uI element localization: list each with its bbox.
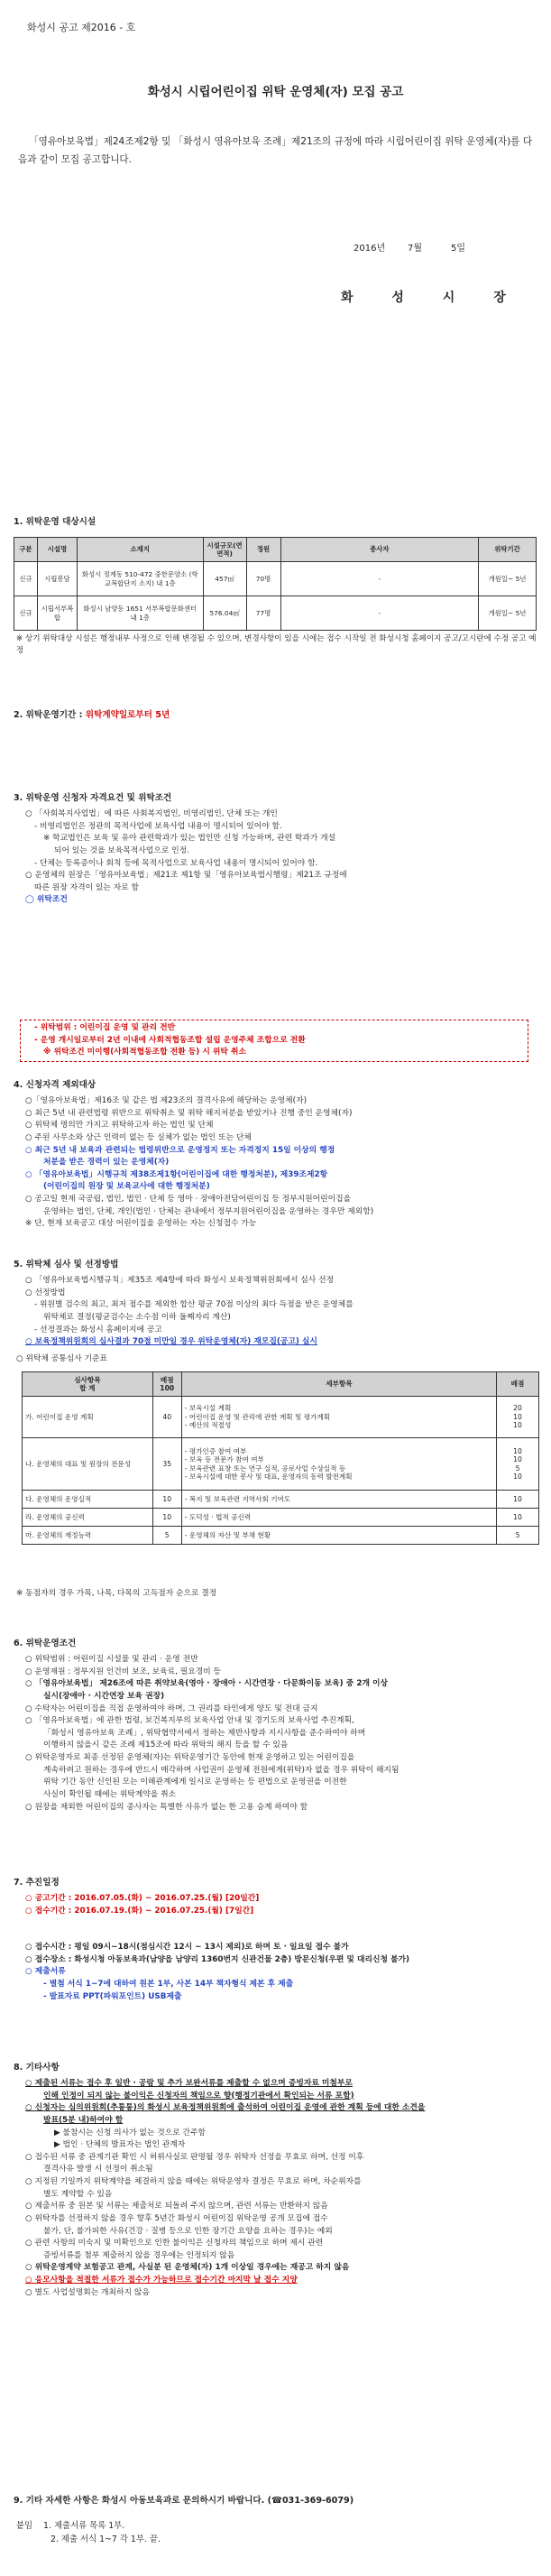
table-cell: 70명 [246,562,280,596]
table-cell: 77명 [246,596,280,631]
section-3-body [16,808,537,907]
text-line: 실시(장애아 · 시간연장 보육 권장) [43,1691,165,1701]
text-line: 되어 있는 것을 보육목적사업으로 인정. [54,845,189,855]
application-period: ○ 접수기간 : 2016.07.19.(화) ~ 2016.07.25.(월) [7일간] [25,1906,254,1916]
text-line: 위탁체로 결정(평균검수는 소수점 이하 둘째자리 계산) [43,1312,231,1322]
criteria-sub-points: 5 [497,1527,539,1545]
application-method [16,1942,537,2003]
criteria-label: 마. 운영체의 재정능력 [23,1527,153,1545]
section-4-heading: 4. 신청자격 제외대상 [14,1080,96,1090]
date-month: 7월 [408,244,423,254]
text-line: ○ 응모사항을 적절한 서류가 접수가 가능하므로 접수기간 마지막 날 접수 지양 [25,2276,298,2285]
text-line: ○ 관련 사항의 미숙지 및 미확인으로 인한 불이익은 신청자의 책임으로 하며 제시 관련 [25,2239,324,2248]
col-sub-points: 배점 [497,1372,539,1397]
text-line: 처분을 받은 경력이 있는 운영체(자) [43,1158,170,1168]
text-line: ※ 학교법인은 보육 및 유아 관련학과가 있는 법인만 신청 가능하며, 관련 학과가 개설 [43,834,336,844]
text-line: ○ 신청자는 심의위원회(추통통)의 화성시 보육정책위원회에 출석하여 어린이집 운영에 관한 계획 등에 대한 소견을 [25,2103,426,2113]
text-line: - 위탁범위 : 어린이집 운영 및 관리 전반 [34,1023,176,1032]
section-6-heading: 6. 위탁운영조건 [14,1639,77,1648]
col-staff: 종사자 [280,538,479,562]
text-line: 이행하지 않을시 같은 조례 제15조에 따라 위탁의 해지 등을 할 수 있음 [43,1740,289,1750]
text-line: ○ 선정방법 [25,1288,66,1297]
text-line: - 별첨 서식 1~7에 대하여 원본 1부, 사본 14부 책자형식 제본 후 제출 [43,1979,294,1989]
table-row [23,1491,539,1509]
criteria-label: 가. 어린이집 운영 계획 [23,1397,153,1438]
text-line: ○「영유아보육법」제16조 및 같은 법 제23조의 결격사유에 해당하는 운영체(자) [25,1096,308,1105]
section-5-heading: 5. 위탁체 심사 및 선정방법 [14,1260,119,1270]
schedule [16,1893,537,1917]
table-cell: 시립서부복합 [37,596,77,631]
criteria-sub-points: 20 10 10 [497,1397,539,1438]
text-line: ○ 주된 사무소와 상근 인력이 없는 등 실체가 없는 법인 또는 단체 [25,1132,252,1142]
section-9-heading: 9. 기타 자세한 사항은 화성시 아동보육과로 문의하시기 바랍니다. (☎031-369-6079) [14,2496,354,2506]
text-line: ○ 위탁자를 선정하지 않을 경우 향후 5년간 화성시 어린이집 위탁운영 공개 모집에 접수 [25,2213,328,2223]
criteria-table [22,1371,539,1545]
col-address: 소재지 [77,538,203,562]
page-title: 화성시 시립어린이집 위탁 운영체(자) 모집 공고 [147,85,404,99]
section-6-body [16,1654,537,1814]
col-size: 시설규모(연면적) [203,538,246,562]
facility-note: ※ 상기 위탁대상 시설은 행정내부 사정으로 인해 변경될 수 있으며, 변경사항이 있을 시에는 접수 시작일 전 화성시청 홈페이지 공고/고시란에 수정 공고 예정 [16,634,537,656]
table-cell: - [280,562,479,596]
text-line: ○ 「사회복지사업법」에 따른 사회복지법인, 비영리법인, 단체 또는 개인 [25,809,278,818]
criteria-label: 나. 운영체의 대표 및 원장의 전문성 [23,1438,153,1491]
section-7-heading: 7. 추진일정 [14,1878,60,1888]
publication-number: 화성시 공고 제2016 - 호 [27,22,136,33]
text-line: - 운영 개시일로부터 2년 이내에 사회적협동조합 설립 운영주체 조합으로 전환 [34,1035,306,1045]
date-day: 5일 [451,244,466,254]
text-line: ○ 최근 5년 내 보육과 관련되는 법령위반으로 운영정지 또는 자격정지 15일 이상의 행정 [25,1145,335,1155]
criteria-sub-points: 10 [497,1509,539,1527]
text-line: ○ 접수된 서류 중 관계기관 확인 시 허위사실로 판명될 경우 위탁자 선정을 무효로 하며, 선정 이후 [25,2152,364,2162]
section-2-heading [14,709,170,723]
criteria-points: 5 [152,1527,181,1545]
section-3-heading: 3. 위탁운영 신청자 자격요건 및 위탁조건 [14,793,172,803]
table-cell: 시립봉담 [37,562,77,596]
table-row [14,596,537,631]
criteria-points: 10 [152,1509,181,1527]
text-line: ▶ 법인 · 단체의 발표자는 법인 관계자 [54,2140,186,2150]
text-line: ○ 접수시간 : 평일 09시~18시(점심시간 12시 ~ 13시 제외)로 하며 토 · 일요일 접수 불가 [25,1943,349,1952]
facility-table [14,537,537,631]
criteria-sub-points: 10 10 5 10 [497,1438,539,1491]
criteria-points: 40 [152,1397,181,1438]
criteria-points: 35 [152,1438,181,1491]
attachment-item: 2. 제출 서식 1~7 각 1부. 끝. [51,2534,161,2544]
table-cell: 화성시 남양동 1651 서부복합문화센터 내 1층 [77,596,203,631]
section-1-heading: 1. 위탁운영 대상시설 [14,517,96,527]
col-item: 심사항목 합 계 [23,1372,153,1397]
text-line: 결격사유 발생 시 선정이 취소됨 [43,2165,153,2174]
criteria-details: - 보육시설 계획 - 어린이집 운영 및 관리에 관한 계획 및 평가계획 - 예산의 적절성 [181,1397,496,1438]
text-line: ○ 위탁체 명의만 가지고 위탁하고자 하는 법인 및 단체 [25,1121,214,1131]
text-line: ○ 수탁자는 어린이집을 직접 운영하여야 하며, 그 권리를 타인에게 양도 및 전대 금지 [25,1703,318,1713]
text-line: - 선정결과는 화성시 홈페이지에 공고 [34,1325,162,1334]
criteria-details: - 평가인증 참여 여부 - 보육 등 전문가 참여 여부 - 보육관련 표창 또는 연구 실적, 공로사업 수상실적 등 - 보육시설에 대한 봉사 및 대표, 운영자의 동력 발전계획 [181,1438,496,1491]
text-line: 「화성시 영유아보육 조례」, 위탁협약서에서 정하는 제반사항과 지시사항을 준수하여야 하며 [43,1728,366,1738]
text-line: ▶ 불참시는 신청 의사가 없는 것으로 간주함 [54,2128,207,2137]
facility-table-header [14,538,537,562]
text-line: ○ 최근 5년 내 관련법령 위반으로 위탁취소 및 위탁 해지처분을 받았거나 진행 중인 운영체(자) [25,1108,353,1118]
text-line: ○ 위탁운영계약 보험공고 관계, 사실분 된 운영체(자) 1개 이상일 경우에는 재공고 하지 않음 [25,2263,350,2273]
text-line: ○ 공고일 현재 국공립, 법인, 법인 · 단체 등 영아 · 장애아전담어린이집 등 정부지원어린이집을 [25,1195,352,1204]
date-year: 2016년 [354,244,386,254]
condition-title: ◯ 위탁조건 [25,895,68,905]
text-line: 사실이 확인될 때에는 위탁계약을 취소 [43,1789,177,1799]
criteria-label: 다. 운영체의 운영실적 [23,1491,153,1509]
text-line: 인해 인정이 되지 않는 불이익은 신청자의 책임으로 향(행정기관에서 확인되는 서류 포함) [43,2091,354,2101]
contract-period: 위탁계약일로부터 5년 [85,710,170,720]
text-line: ○ 제출서류 중 원본 및 서류는 제출처로 되돌려 주지 않으며, 관련 서류는 반환하지 않음 [25,2202,328,2211]
text-line: ※ 단, 현재 보육공고 대상 어린이집을 운영하는 자는 신청접수 가능 [25,1219,257,1229]
section-8-heading: 8. 기타사항 [14,2063,60,2073]
table-cell: 457㎡ [203,562,246,596]
criteria-table-header [23,1372,539,1397]
text-line: 별도 계약할 수 있음 [43,2189,113,2199]
table-cell: 신규 [14,596,38,631]
text-line: 불가, 단, 불가피한 사유(건강 · 질병 등으로 인한 장기간 요양을 요하는 경우)는 예외 [43,2226,333,2236]
col-category: 구분 [14,538,38,562]
col-points: 배점 100 [152,1372,181,1397]
section-5-body [16,1275,537,1349]
criteria-details: - 운영체의 자산 및 부채 현황 [181,1527,496,1545]
text-line: ○ 원장을 제외한 어린이집의 종사자는 특별한 사유가 없는 한 고용 승계 하여야 함 [25,1802,308,1812]
text-line: ○ 「영유아보육법」에 관한 법령, 보건복지부의 보육사업 안내 및 경기도의 보육사업 추진계획, [25,1716,354,1726]
attachment-label: 붙임 [16,2521,33,2531]
criteria-label: 라. 운영체의 공신력 [23,1509,153,1527]
section-8-body [16,2078,537,2299]
table-row [23,1527,539,1545]
text-line: 계속하려고 원하는 경우에 반드시 매각하며 사업권이 운영체 전원에게(위탁)자 없을 경우 위탁이 해지됨 [43,1765,399,1775]
text-line: ○ 접수장소 : 화성시청 아동보육과(남양읍 남양리 1360번지 신관건물 2층) 방문신청(우편 및 대리신청 불가) [25,1954,410,1964]
table-cell: - [280,596,479,631]
col-facility: 시설명 [37,538,77,562]
text-line: ○ 제출서류 [25,1967,66,1977]
criteria-details: - 복지 및 보육관련 지역사회 기여도 [181,1491,496,1509]
text-line: 운영하는 법인, 단체, 개인(법인 · 단체는 관내에서 정부지원어린이집을 운영하는 경우만 제외함) [43,1206,374,1216]
text-line: - 단체는 등록증이나 회칙 등에 목적사업으로 보육사업 내용이 명시되어 있어야 함. [34,858,318,868]
intro-paragraph: 「영유아보육법」제24조제2항 및 「화성시 영유아보육 조례」제21조의 규정에 따라 시립어린이집 위탁 운영체(자)를 다음과 같이 모집 공고합니다. [18,136,533,165]
col-period: 위탁기간 [479,538,537,562]
table-cell: 화성시 정계동 510-472 중한문양소 (학교복합단지 소지) 내 1층 [77,562,203,596]
text-line: ※ 위탁조건 미이행(사회적협동조합 전환 등) 시 위탁 취소 [43,1048,246,1057]
text-line: - 비영리법인은 정관의 목적사업에 보육사업 내용이 명시되어 있어야 함. [34,821,282,831]
section-4-body [16,1095,537,1231]
criteria-label: ○ 위탁체 공통심사 기준표 [16,1354,108,1363]
attachments [16,2520,537,2546]
table-cell: 개원일~ 5년 [479,562,537,596]
text-line: ○ 「영유아보육법」시행규칙 제38조제1항(어린이집에 대한 행정처분), 제39조제2항 [25,1169,328,1179]
attachment-line-1 [16,2520,537,2534]
text-line: ○ 제출된 서류는 접수 후 일반 · 공람 및 추가 보완서류를 제출할 수 없으며 증빙자료 미첨부로 [25,2079,353,2088]
condition-lines [16,1022,537,1059]
text-line: ○ 운영체의 원장은「영유아보육법」제21조 제1항 및「영유아보육법시행령」제21조 규정에 [25,871,347,881]
text-line: - 위원별 검수의 최고, 최저 점수를 제외한 합산 평균 70점 이상의 최다 득점을 받은 운영체를 [34,1300,354,1310]
text-line: 위탁 기간 동안 신인된 모는 이해관계에게 일시로 운영하는 등 편법으로 운영권을 이전한 [43,1777,347,1787]
text-line: 따른 원장 자격이 있는 자로 함 [34,882,139,892]
criteria-points: 10 [152,1491,181,1509]
table-row [23,1509,539,1527]
tie-note: ※ 동점자의 경우 가목, 나목, 다목의 고득점자 순으로 결정 [16,1589,217,1598]
issuer-name: 화 성 시 장 [341,291,523,305]
text-line: ○ 지정된 기일까지 위탁계약을 체결하지 않을 때에는 위탁운영자 결정은 무효로 하며, 차순위자를 [25,2177,362,2186]
text-line: ○ 운영재원 : 정부지원 인건비 보조, 보육료, 필요경비 등 [25,1667,222,1676]
text-line: ○ 「영유아보육법시행규칙」제35조 제4항에 따라 화성시 보육정책위원회에서 심사 선정 [25,1276,335,1285]
criteria-sub-points: 10 [497,1491,539,1509]
section-2-label: 2. 위탁운영기간 : [14,710,83,720]
table-cell: 576.04㎡ [203,596,246,631]
text-line: (어린이집의 원장 및 보육교사에 대한 행정처분) [43,1182,210,1192]
table-row [23,1438,539,1491]
notice-period: ○ 공고기간 : 2016.07.05.(화) ~ 2016.07.25.(월) [20일간] [25,1894,260,1903]
table-row [23,1397,539,1438]
text-line: ○ 별도 사업설명회는 개최하지 않음 [25,2287,150,2297]
text-line: ○ 「영유아보육법」 제26조에 따른 취약보육(영아 · 장애아 · 시간연장 · 다문화이동 보육) 중 2개 이상 [25,1679,388,1689]
text-line: ○ 위탁범위 : 어린이집 시설물 및 관리 · 운영 전반 [25,1655,198,1664]
table-row [14,562,537,596]
text-line: ○ 보육정책위원회의 심사결과 70점 미만일 경우 위탁운영체(자) 재모집(공고) 실시 [25,1337,317,1347]
text-line: - 발표자료 PPT(파워포인트) USB제출 [43,1991,182,2001]
col-details: 세부항목 [181,1372,496,1397]
attachment-item: 1. 제출서류 목록 1부. [43,2521,125,2531]
text-line: 증빙서류를 첨부 제출하지 않을 경우에는 인정되지 않음 [43,2250,235,2260]
col-capacity: 정원 [246,538,280,562]
table-cell: 개원일~ 5년 [479,596,537,631]
text-line: ○ 위탁운영자로 최종 선정된 운영체(자)는 위탁운영기간 동안에 현재 운영하고 있는 어린이집을 [25,1753,355,1762]
text-line: 발표(5분 내)하여야 함 [43,2115,124,2125]
table-cell: 신규 [14,562,38,596]
criteria-details: - 도덕성 · 법적 공신력 [181,1509,496,1527]
